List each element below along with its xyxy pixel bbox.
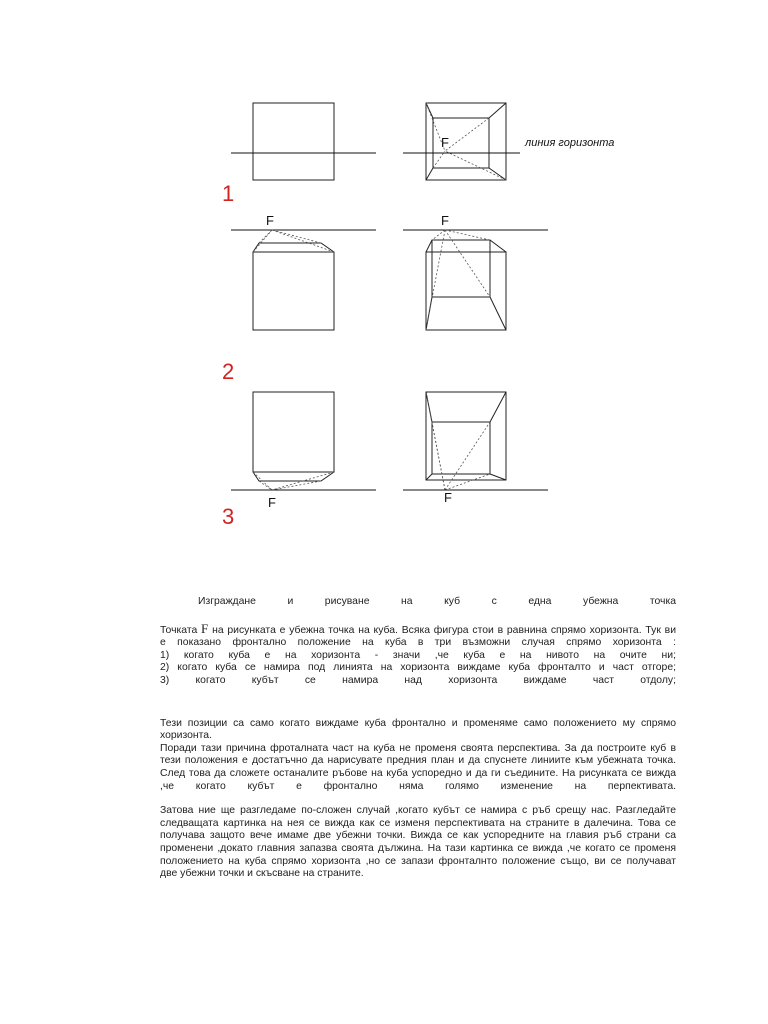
row3-left-cube bbox=[253, 392, 334, 490]
row1-left-cube bbox=[253, 103, 334, 180]
p1-line-2: е показано фронтално положение на куба в три възможни случая спрямо хоризонта : bbox=[160, 637, 676, 649]
p2-line-6: ,че когато кубът е фронтално няма голямо изменение на перпективата. bbox=[160, 780, 676, 792]
p1-line-3: 1) когато куба е на хоризонта - значи ,че куба е на нивото на очите ни; bbox=[160, 649, 676, 661]
p1-line-1-start: Точката bbox=[160, 624, 202, 636]
row2-right-vanishing-point-label: F bbox=[441, 213, 449, 228]
p2-line-1: Тези позиции са само когато виждаме куба фронтално и променяме само положението му спрямо bbox=[160, 717, 676, 729]
p3-line-3: получава защото вече имаме две убежни точки. Вижда се как успоредните на главия ръб страни са bbox=[160, 830, 676, 842]
row3-right-cube bbox=[426, 392, 506, 490]
p3-line-5: положението на куба спрямо хоризонта ,но се запази фронталнто положение също, ви се получават bbox=[160, 855, 676, 867]
p3-line-4: променени ,докато главния запазва своята дължина. На тази картинка се вижда ,че когато се променя bbox=[160, 842, 676, 854]
row2-left-cube bbox=[253, 230, 334, 330]
row-2-figures bbox=[222, 213, 548, 384]
p3-line-6: две убежни точки и скъсване на страните. bbox=[160, 868, 364, 880]
p2-line-5: След това да сложете останалите ръбове на куба успоредно и да ги съедините. На рисунката се вижда bbox=[160, 767, 676, 779]
document-text bbox=[160, 596, 676, 893]
row-number-1: 1 bbox=[222, 181, 235, 206]
p1-line-5: 3) когато кубът се намира над хоризонта виждаме част отдолу; bbox=[160, 674, 676, 686]
paragraph-1 bbox=[160, 620, 676, 688]
row2-right-cube bbox=[426, 230, 506, 330]
p1-line-1 bbox=[160, 620, 676, 638]
p2-line-2: хоризонта. bbox=[160, 730, 212, 742]
row3-right-vanishing-point-label: F bbox=[444, 490, 452, 505]
p2-line-4: тези положения е достатъчно да нарисувате предния план и да спуснете линиите към убежната точка. bbox=[160, 755, 676, 767]
p3-line-2: следващата картинка на нея се вижда как се изменя перспективата на страните в далечина. Това се bbox=[160, 817, 676, 829]
p3-line-1: Затова ние ще разгледаме по-сложен случай ,когато кубът се намира с ръб срещу нас. Разгледайте bbox=[160, 805, 676, 817]
paragraph-2 bbox=[160, 718, 676, 794]
p1-line-4: 2) когато куба се намира под линията на хоризонта виждаме куба фронталто и част отгоре; bbox=[160, 662, 676, 674]
p1-bold-f: F bbox=[201, 620, 209, 636]
horizon-line-label: линия горизонта bbox=[525, 137, 615, 149]
row3-left-vanishing-point-label: F bbox=[268, 495, 276, 510]
p1-line-1-end: на рисунката е убежна точка на куба. Всяка фигура стои в равнина спрямо хоризонта. Тук ви bbox=[208, 624, 676, 636]
row-3-figures bbox=[222, 392, 548, 529]
row-1-figures bbox=[222, 103, 614, 206]
row2-left-vanishing-point-label: F bbox=[266, 213, 274, 228]
row1-vanishing-point-label: F bbox=[441, 135, 449, 150]
row-number-3: 3 bbox=[222, 504, 235, 529]
document-title: Изграждане и рисуване на куб с една убежна точка bbox=[198, 596, 676, 607]
p2-line-3: Поради тази причина фроталната част на куба не променя своята перспектива. За да построите куб в bbox=[160, 742, 676, 754]
row-number-2: 2 bbox=[222, 359, 235, 384]
row1-right-cube bbox=[426, 103, 506, 180]
paragraph-3 bbox=[160, 805, 676, 881]
